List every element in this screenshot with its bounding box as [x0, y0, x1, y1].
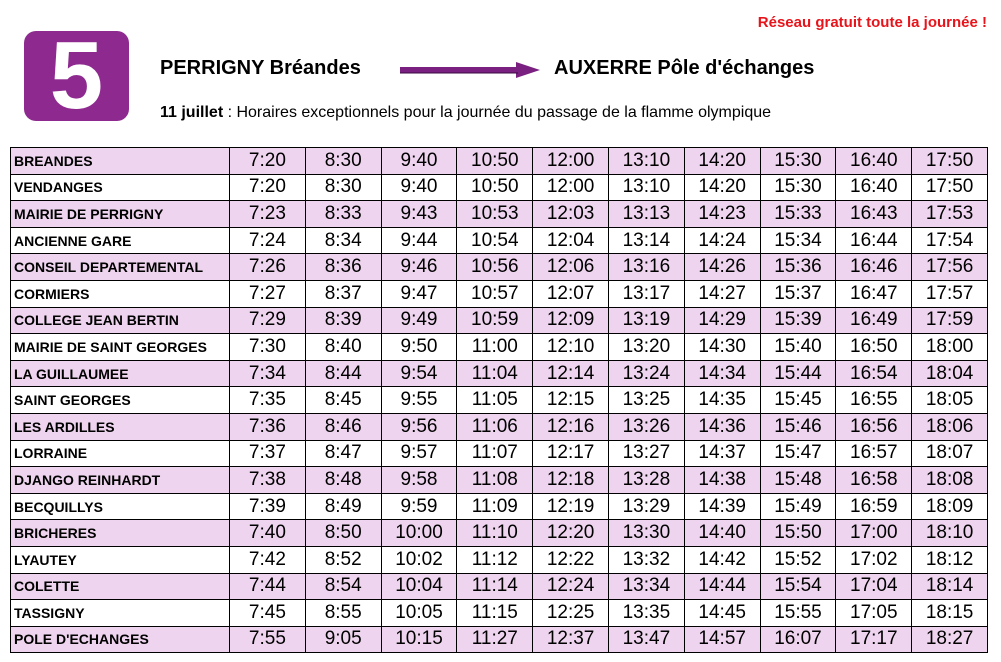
- departure-time: 17:50: [912, 148, 988, 175]
- stop-name: ANCIENNE GARE: [11, 227, 230, 254]
- departure-time: 13:32: [608, 546, 684, 573]
- departure-time: 11:05: [457, 387, 533, 414]
- departure-time: 12:06: [533, 254, 609, 281]
- departure-time: 16:56: [836, 413, 912, 440]
- departure-time: 14:44: [684, 573, 760, 600]
- departure-time: 7:36: [230, 413, 306, 440]
- departure-time: 12:24: [533, 573, 609, 600]
- stop-name: POLE D'ECHANGES: [11, 626, 230, 653]
- departure-time: 17:00: [836, 520, 912, 547]
- stop-name: MAIRIE DE PERRIGNY: [11, 201, 230, 228]
- departure-time: 15:37: [760, 280, 836, 307]
- stop-name: LA GUILLAUMEE: [11, 360, 230, 387]
- stop-name: MAIRIE DE SAINT GEORGES: [11, 334, 230, 361]
- schedule-description: : Horaires exceptionnels pour la journée du passage de la flamme olympique: [223, 104, 772, 121]
- departure-time: 8:37: [305, 280, 381, 307]
- departure-time: 12:00: [533, 148, 609, 175]
- departure-time: 9:50: [381, 334, 457, 361]
- departure-time: 11:00: [457, 334, 533, 361]
- departure-time: 8:52: [305, 546, 381, 573]
- departure-time: 7:55: [230, 626, 306, 653]
- table-row: [11, 413, 988, 440]
- departure-time: 9:43: [381, 201, 457, 228]
- departure-time: 15:44: [760, 360, 836, 387]
- stop-name: LORRAINE: [11, 440, 230, 467]
- departure-time: 13:47: [608, 626, 684, 653]
- departure-time: 15:55: [760, 600, 836, 627]
- departure-time: 12:03: [533, 201, 609, 228]
- departure-time: 9:59: [381, 493, 457, 520]
- departure-time: 7:27: [230, 280, 306, 307]
- departure-time: 16:58: [836, 467, 912, 494]
- departure-time: 10:05: [381, 600, 457, 627]
- departure-time: 15:33: [760, 201, 836, 228]
- departure-time: 17:02: [836, 546, 912, 573]
- stop-name: COLETTE: [11, 573, 230, 600]
- departure-time: 14:42: [684, 546, 760, 573]
- table-row: [11, 626, 988, 653]
- table-row: [11, 280, 988, 307]
- departure-time: 15:34: [760, 227, 836, 254]
- timetable: [10, 147, 988, 653]
- departure-time: 18:10: [912, 520, 988, 547]
- departure-time: 7:40: [230, 520, 306, 547]
- departure-time: 12:17: [533, 440, 609, 467]
- departure-time: 9:44: [381, 227, 457, 254]
- stop-name: BECQUILLYS: [11, 493, 230, 520]
- departure-time: 13:20: [608, 334, 684, 361]
- departure-time: 16:47: [836, 280, 912, 307]
- departure-time: 8:47: [305, 440, 381, 467]
- departure-time: 12:09: [533, 307, 609, 334]
- departure-time: 16:54: [836, 360, 912, 387]
- schedule-date: 11 juillet: [160, 104, 224, 121]
- table-row: [11, 174, 988, 201]
- departure-time: 7:34: [230, 360, 306, 387]
- departure-time: 8:48: [305, 467, 381, 494]
- departure-time: 17:05: [836, 600, 912, 627]
- departure-time: 13:14: [608, 227, 684, 254]
- departure-time: 9:46: [381, 254, 457, 281]
- departure-time: 9:49: [381, 307, 457, 334]
- departure-time: 18:05: [912, 387, 988, 414]
- departure-time: 13:10: [608, 174, 684, 201]
- departure-time: 7:38: [230, 467, 306, 494]
- departure-time: 16:44: [836, 227, 912, 254]
- departure-time: 13:19: [608, 307, 684, 334]
- departure-time: 8:30: [305, 174, 381, 201]
- departure-time: 12:20: [533, 520, 609, 547]
- departure-time: 14:27: [684, 280, 760, 307]
- line-number-logo: [24, 22, 129, 129]
- departure-time: 7:26: [230, 254, 306, 281]
- departure-time: 16:55: [836, 387, 912, 414]
- departure-time: 12:25: [533, 600, 609, 627]
- departure-time: 15:45: [760, 387, 836, 414]
- departure-time: 18:12: [912, 546, 988, 573]
- departure-time: 14:34: [684, 360, 760, 387]
- departure-time: 9:54: [381, 360, 457, 387]
- departure-time: 8:36: [305, 254, 381, 281]
- departure-time: 11:09: [457, 493, 533, 520]
- departure-time: 10:59: [457, 307, 533, 334]
- departure-time: 9:40: [381, 174, 457, 201]
- stop-name: SAINT GEORGES: [11, 387, 230, 414]
- departure-time: 17:17: [836, 626, 912, 653]
- departure-time: 8:33: [305, 201, 381, 228]
- table-row: [11, 493, 988, 520]
- departure-time: 8:45: [305, 387, 381, 414]
- departure-time: 14:20: [684, 148, 760, 175]
- departure-time: 10:00: [381, 520, 457, 547]
- departure-time: 15:48: [760, 467, 836, 494]
- departure-time: 10:54: [457, 227, 533, 254]
- departure-time: 7:45: [230, 600, 306, 627]
- departure-time: 16:40: [836, 148, 912, 175]
- stop-name: LYAUTEY: [11, 546, 230, 573]
- departure-time: 7:30: [230, 334, 306, 361]
- route-destination: AUXERRE Pôle d'échanges: [554, 57, 815, 79]
- departure-time: 10:56: [457, 254, 533, 281]
- departure-time: 14:57: [684, 626, 760, 653]
- departure-time: 13:17: [608, 280, 684, 307]
- departure-time: 11:08: [457, 467, 533, 494]
- departure-time: 15:39: [760, 307, 836, 334]
- departure-time: 8:55: [305, 600, 381, 627]
- departure-time: 18:27: [912, 626, 988, 653]
- departure-time: 10:04: [381, 573, 457, 600]
- route-origin: PERRIGNY Bréandes: [160, 57, 361, 79]
- departure-time: 15:40: [760, 334, 836, 361]
- departure-time: 9:57: [381, 440, 457, 467]
- departure-time: 14:23: [684, 201, 760, 228]
- departure-time: 7:35: [230, 387, 306, 414]
- table-row: [11, 148, 988, 175]
- departure-time: 15:36: [760, 254, 836, 281]
- departure-time: 9:58: [381, 467, 457, 494]
- departure-time: 16:57: [836, 440, 912, 467]
- departure-time: 15:50: [760, 520, 836, 547]
- departure-time: 15:54: [760, 573, 836, 600]
- departure-time: 12:14: [533, 360, 609, 387]
- departure-time: 16:43: [836, 201, 912, 228]
- table-row: [11, 546, 988, 573]
- departure-time: 17:57: [912, 280, 988, 307]
- departure-time: 12:19: [533, 493, 609, 520]
- departure-time: 15:49: [760, 493, 836, 520]
- table-row: [11, 307, 988, 334]
- departure-time: 8:49: [305, 493, 381, 520]
- departure-time: 7:37: [230, 440, 306, 467]
- table-row: [11, 600, 988, 627]
- departure-time: 11:04: [457, 360, 533, 387]
- schedule-subtitle: [160, 104, 771, 122]
- departure-time: 16:49: [836, 307, 912, 334]
- departure-time: 15:52: [760, 546, 836, 573]
- departure-time: 8:40: [305, 334, 381, 361]
- departure-time: 14:38: [684, 467, 760, 494]
- departure-time: 14:30: [684, 334, 760, 361]
- departure-time: 8:54: [305, 573, 381, 600]
- departure-time: 14:29: [684, 307, 760, 334]
- departure-time: 18:00: [912, 334, 988, 361]
- departure-time: 12:00: [533, 174, 609, 201]
- departure-time: 7:23: [230, 201, 306, 228]
- departure-time: 13:13: [608, 201, 684, 228]
- departure-time: 12:18: [533, 467, 609, 494]
- departure-time: 14:20: [684, 174, 760, 201]
- departure-time: 15:30: [760, 148, 836, 175]
- departure-time: 10:53: [457, 201, 533, 228]
- table-row: [11, 334, 988, 361]
- departure-time: 12:37: [533, 626, 609, 653]
- departure-time: 11:14: [457, 573, 533, 600]
- departure-time: 13:24: [608, 360, 684, 387]
- departure-time: 7:20: [230, 148, 306, 175]
- departure-time: 11:06: [457, 413, 533, 440]
- departure-time: 11:10: [457, 520, 533, 547]
- departure-time: 17:53: [912, 201, 988, 228]
- table-row: [11, 227, 988, 254]
- departure-time: 13:35: [608, 600, 684, 627]
- stop-name: TASSIGNY: [11, 600, 230, 627]
- departure-time: 8:39: [305, 307, 381, 334]
- departure-time: 15:30: [760, 174, 836, 201]
- departure-time: 15:47: [760, 440, 836, 467]
- stop-name: VENDANGES: [11, 174, 230, 201]
- departure-time: 9:47: [381, 280, 457, 307]
- departure-time: 13:34: [608, 573, 684, 600]
- departure-time: 13:30: [608, 520, 684, 547]
- departure-time: 10:15: [381, 626, 457, 653]
- departure-time: 13:28: [608, 467, 684, 494]
- departure-time: 7:29: [230, 307, 306, 334]
- departure-time: 12:04: [533, 227, 609, 254]
- departure-time: 12:07: [533, 280, 609, 307]
- table-row: [11, 520, 988, 547]
- departure-time: 14:37: [684, 440, 760, 467]
- departure-time: 9:40: [381, 148, 457, 175]
- stop-name: DJANGO REINHARDT: [11, 467, 230, 494]
- free-network-notice: Réseau gratuit toute la journée !: [757, 14, 987, 31]
- stop-name: COLLEGE JEAN BERTIN: [11, 307, 230, 334]
- departure-time: 18:04: [912, 360, 988, 387]
- table-row: [11, 467, 988, 494]
- departure-time: 17:56: [912, 254, 988, 281]
- departure-time: 13:27: [608, 440, 684, 467]
- departure-time: 16:46: [836, 254, 912, 281]
- departure-time: 8:34: [305, 227, 381, 254]
- departure-time: 14:39: [684, 493, 760, 520]
- departure-time: 10:57: [457, 280, 533, 307]
- departure-time: 8:44: [305, 360, 381, 387]
- stop-name: BRICHERES: [11, 520, 230, 547]
- departure-time: 7:20: [230, 174, 306, 201]
- departure-time: 14:36: [684, 413, 760, 440]
- departure-time: 11:12: [457, 546, 533, 573]
- departure-time: 17:50: [912, 174, 988, 201]
- departure-time: 14:40: [684, 520, 760, 547]
- departure-time: 12:10: [533, 334, 609, 361]
- table-row: [11, 387, 988, 414]
- departure-time: 12:22: [533, 546, 609, 573]
- departure-time: 18:06: [912, 413, 988, 440]
- departure-time: 16:07: [760, 626, 836, 653]
- departure-time: 17:54: [912, 227, 988, 254]
- departure-time: 13:10: [608, 148, 684, 175]
- departure-time: 14:26: [684, 254, 760, 281]
- departure-time: 18:14: [912, 573, 988, 600]
- table-row: [11, 573, 988, 600]
- departure-time: 18:07: [912, 440, 988, 467]
- departure-time: 13:25: [608, 387, 684, 414]
- departure-time: 18:15: [912, 600, 988, 627]
- departure-time: 16:50: [836, 334, 912, 361]
- departure-time: 13:16: [608, 254, 684, 281]
- departure-time: 13:29: [608, 493, 684, 520]
- departure-time: 13:26: [608, 413, 684, 440]
- departure-time: 16:40: [836, 174, 912, 201]
- departure-time: 9:05: [305, 626, 381, 653]
- departure-time: 9:55: [381, 387, 457, 414]
- departure-time: 14:45: [684, 600, 760, 627]
- departure-time: 10:50: [457, 174, 533, 201]
- departure-time: 8:30: [305, 148, 381, 175]
- departure-time: 16:59: [836, 493, 912, 520]
- departure-time: 12:15: [533, 387, 609, 414]
- departure-time: 17:59: [912, 307, 988, 334]
- stop-name: CONSEIL DEPARTEMENTAL: [11, 254, 230, 281]
- departure-time: 7:42: [230, 546, 306, 573]
- departure-time: 14:24: [684, 227, 760, 254]
- departure-time: 9:56: [381, 413, 457, 440]
- departure-time: 14:35: [684, 387, 760, 414]
- departure-time: 10:02: [381, 546, 457, 573]
- departure-time: 15:46: [760, 413, 836, 440]
- departure-time: 18:08: [912, 467, 988, 494]
- line-number: 5: [49, 22, 104, 129]
- departure-time: 8:50: [305, 520, 381, 547]
- departure-time: 11:15: [457, 600, 533, 627]
- stop-name: LES ARDILLES: [11, 413, 230, 440]
- departure-time: 7:39: [230, 493, 306, 520]
- stop-name: BREANDES: [11, 148, 230, 175]
- table-row: [11, 201, 988, 228]
- departure-time: 17:04: [836, 573, 912, 600]
- departure-time: 8:46: [305, 413, 381, 440]
- departure-time: 11:07: [457, 440, 533, 467]
- departure-time: 7:24: [230, 227, 306, 254]
- timetable-body: [11, 148, 988, 653]
- table-row: [11, 360, 988, 387]
- table-row: [11, 440, 988, 467]
- table-row: [11, 254, 988, 281]
- direction-arrow-icon: [400, 60, 540, 80]
- stop-name: CORMIERS: [11, 280, 230, 307]
- departure-time: 10:50: [457, 148, 533, 175]
- departure-time: 18:09: [912, 493, 988, 520]
- departure-time: 7:44: [230, 573, 306, 600]
- departure-time: 12:16: [533, 413, 609, 440]
- departure-time: 11:27: [457, 626, 533, 653]
